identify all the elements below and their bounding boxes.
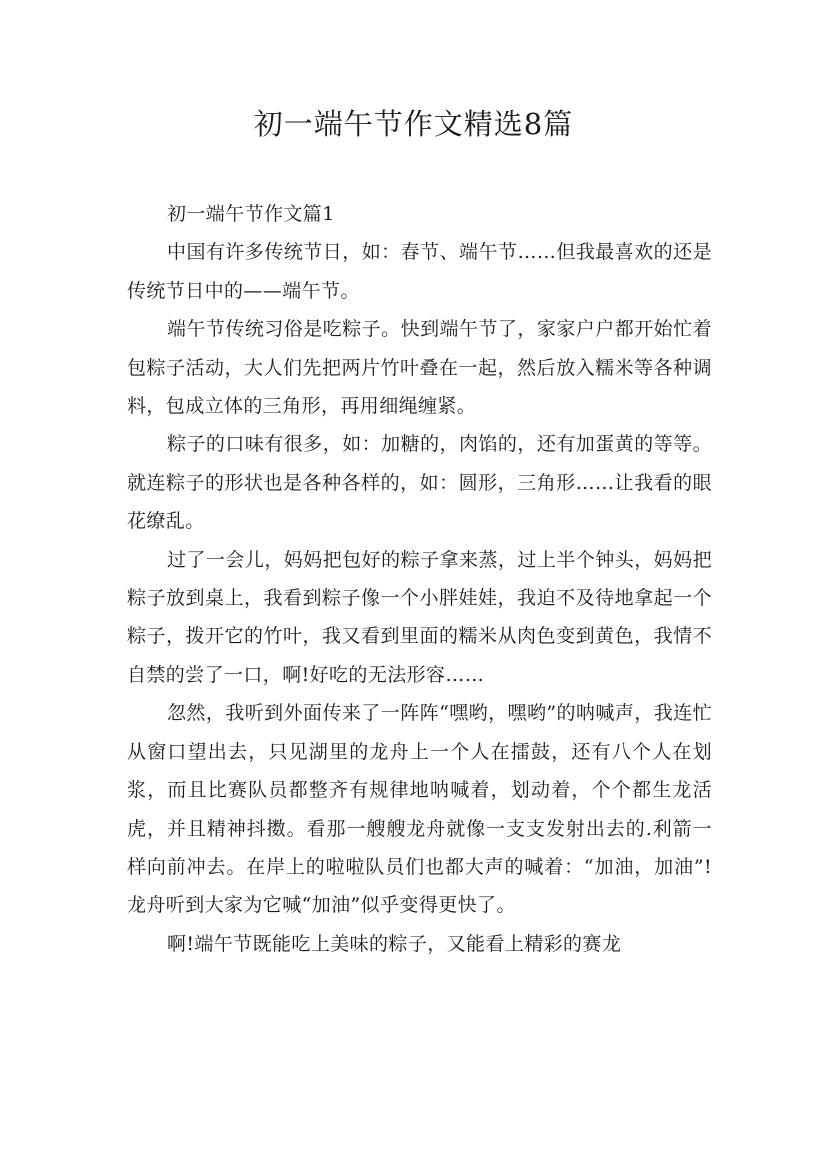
paragraph-2: 端午节传统习俗是吃粽子。快到端午节了，家家户户都开始忙着包粽子活动，大人们先把两片竹叶叠在一起，然后放入糯米等各种调料，包成立体的三角形，再用细绳缠紧。 <box>127 318 712 418</box>
paragraph-1: 中国有许多传统节日，如：春节、端午节……但我最喜欢的还是传统节日中的——端午节。 <box>127 241 712 302</box>
paragraph-3: 粽子的口味有很多，如：加糖的，肉馅的，还有加蛋黄的等等。就连粽子的形状也是各种各样的，如：圆形，三角形……让我看的眼花缭乱。 <box>127 433 712 533</box>
document-title: 初一端午节作文精选8篇 <box>253 107 574 141</box>
paragraph-6: 啊!端午节既能吃上美味的粽子，又能看上精彩的赛龙 <box>167 932 622 955</box>
document-body <box>127 195 712 963</box>
paragraph-4: 过了一会儿，妈妈把包好的粽子拿来蒸，过上半个钟头，妈妈把粽子放到桌上，我看到粽子像一个小胖娃娃，我迫不及待地拿起一个粽子，拨开它的竹叶，我又看到里面的糯米从肉色变到黄色，我情不自禁的尝了一口，啊!好吃的无法形容…… <box>127 548 712 686</box>
section-heading: 初一端午节作文篇1 <box>167 203 335 225</box>
paragraph-5: 忽然，我听到外面传来了一阵阵“嘿哟，嘿哟”的呐喊声，我连忙从窗口望出去，只见湖里的龙舟上一个人在擂鼓，还有八个人在划浆，而且比赛队员都整齐有规律地呐喊着，划动着，个个都生龙活虎，并且精神抖擞。看那一艘艘龙舟就像一支支发射出去的.利箭一样向前冲去。在岸上的啦啦队员们也都大声的喊着：“加油，加油”!龙舟听到大家为它喊“加油”似乎变得更快了。 <box>127 702 712 917</box>
